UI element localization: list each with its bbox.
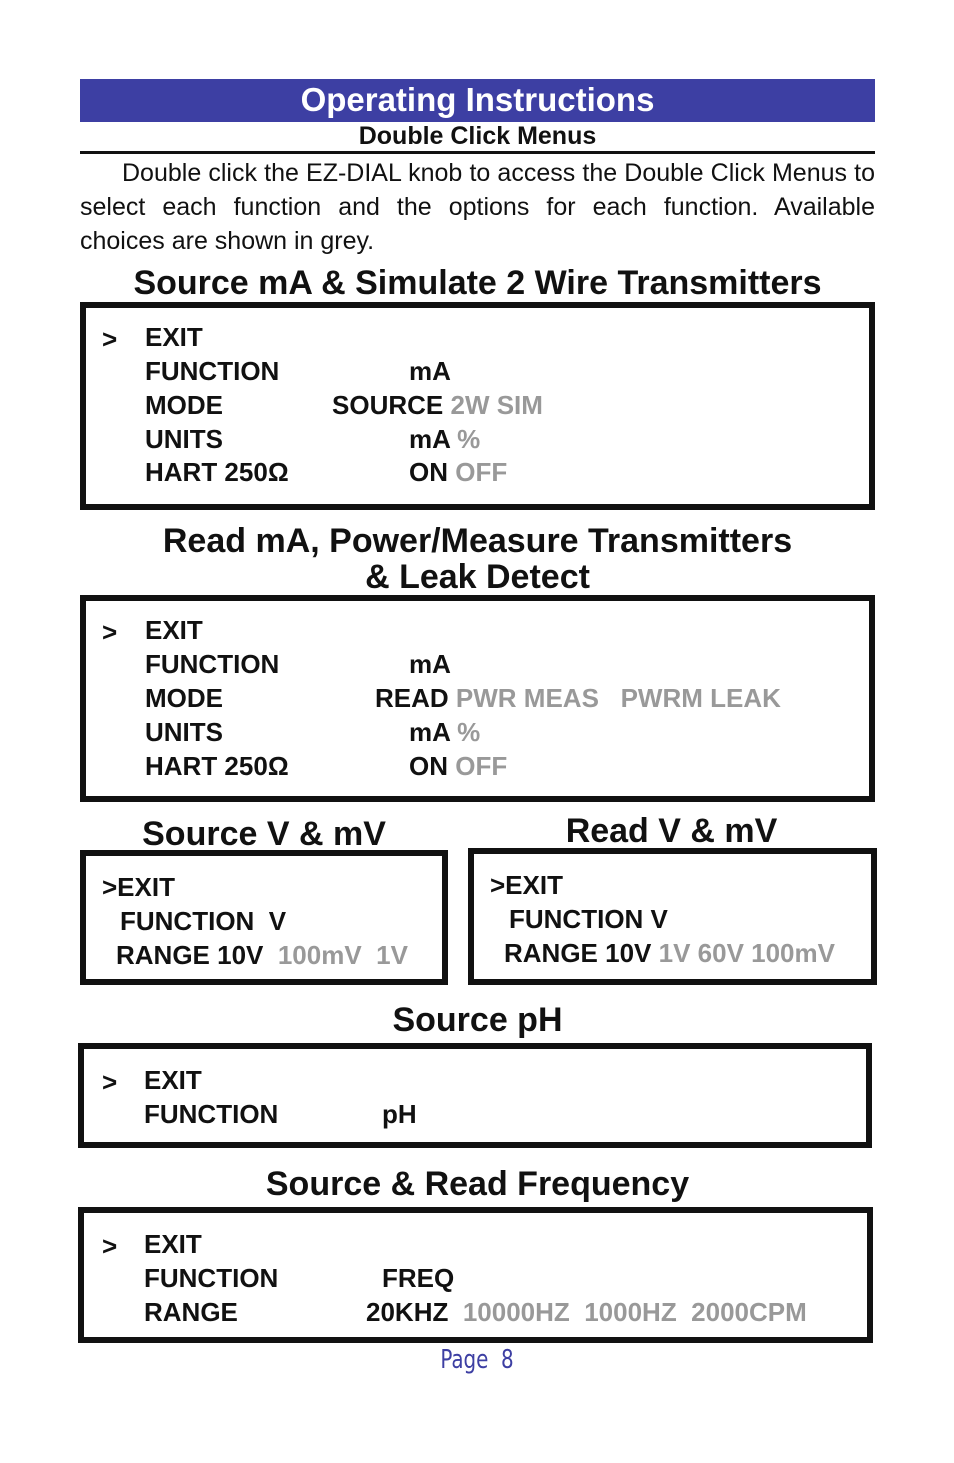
mode-label: MODE (145, 683, 223, 713)
mode-options: 2W SIM (450, 390, 543, 420)
range-label: RANGE (144, 1297, 238, 1327)
menu-box-source-ma (80, 302, 875, 510)
section-heading-source-ma: Source mA & Simulate 2 Wire Transmitters (133, 264, 822, 302)
section-heading-read-ma-line2: & Leak Detect (365, 558, 590, 596)
subtitle: Double Click Menus (358, 122, 597, 150)
cursor-marker: > (102, 1231, 118, 1261)
mode-row-values (375, 683, 781, 713)
hart-options: OFF (455, 457, 508, 487)
range-row (504, 938, 835, 968)
menu-box-read-ma (80, 595, 875, 802)
cursor-marker: > (102, 1067, 118, 1097)
function-value: pH (382, 1099, 417, 1129)
units-row-values (409, 424, 480, 454)
menu-item-exit: EXIT (145, 322, 203, 352)
menu-item-exit: EXIT (144, 1229, 202, 1259)
page-number: Page 8 (440, 1345, 514, 1375)
range-options: 100mV 1V (277, 940, 408, 970)
function-label: FUNCTION (145, 356, 280, 386)
menu-item-exit: >EXIT (490, 870, 563, 900)
range-row (366, 1297, 807, 1327)
units-options: % (457, 717, 481, 747)
function-label: FUNCTION (144, 1263, 279, 1293)
range-options: 10000HZ 1000HZ 2000CPM (462, 1297, 807, 1327)
hart-label: HART 250Ω (145, 457, 289, 487)
menu-box-source-ph (78, 1043, 872, 1148)
function-value: mA (409, 356, 451, 386)
units-label: UNITS (145, 424, 223, 454)
cursor-marker: > (102, 324, 118, 354)
section-heading-source-ph: Source pH (392, 1001, 563, 1039)
hart-value: ON (409, 751, 448, 781)
units-label: UNITS (145, 717, 223, 747)
range-value: RANGE 10V (116, 940, 264, 970)
section-heading-frequency: Source & Read Frequency (265, 1165, 690, 1203)
section-heading-read-v: Read V & mV (565, 812, 778, 850)
hart-value: ON (409, 457, 448, 487)
function-line: FUNCTION V (120, 906, 287, 936)
mode-value: SOURCE (332, 390, 444, 420)
menu-box-read-v (468, 848, 877, 985)
hart-options: OFF (455, 751, 508, 781)
intro-paragraph: Double click the EZ-DIAL knob to access the Double Click Menus to select each function and the options for each function. Available choices are shown in grey. (80, 159, 875, 255)
title-banner: Operating Instructions (80, 79, 875, 122)
function-label: FUNCTION (144, 1099, 279, 1129)
range-value: 20KHZ (366, 1297, 449, 1327)
menu-box-frequency (78, 1207, 873, 1343)
range-row (116, 940, 408, 970)
menu-item-exit: >EXIT (102, 872, 175, 902)
hart-row-values (409, 751, 507, 781)
units-row-values (409, 717, 480, 747)
mode-value: READ (375, 683, 449, 713)
function-value: mA (409, 649, 451, 679)
menu-box-source-v (80, 850, 448, 985)
mode-row-values (332, 390, 543, 420)
units-value: mA (409, 424, 450, 454)
mode-options: PWR MEAS PWRM LEAK (455, 683, 781, 713)
range-options: 1V 60V 100mV (658, 938, 835, 968)
divider (80, 151, 875, 154)
range-value: RANGE 10V (504, 938, 652, 968)
section-heading-read-ma-line1: Read mA, Power/Measure Transmitters (162, 522, 793, 560)
mode-label: MODE (145, 390, 223, 420)
menu-item-exit: EXIT (144, 1065, 202, 1095)
hart-row-values (409, 457, 507, 487)
units-value: mA (409, 717, 450, 747)
function-line: FUNCTION V (509, 904, 668, 934)
units-options: % (457, 424, 481, 454)
hart-label: HART 250Ω (145, 751, 289, 781)
menu-item-exit: EXIT (145, 615, 203, 645)
function-label: FUNCTION (145, 649, 280, 679)
function-value: FREQ (382, 1263, 455, 1293)
section-heading-source-v: Source V & mV (142, 815, 386, 853)
cursor-marker: > (102, 617, 118, 647)
